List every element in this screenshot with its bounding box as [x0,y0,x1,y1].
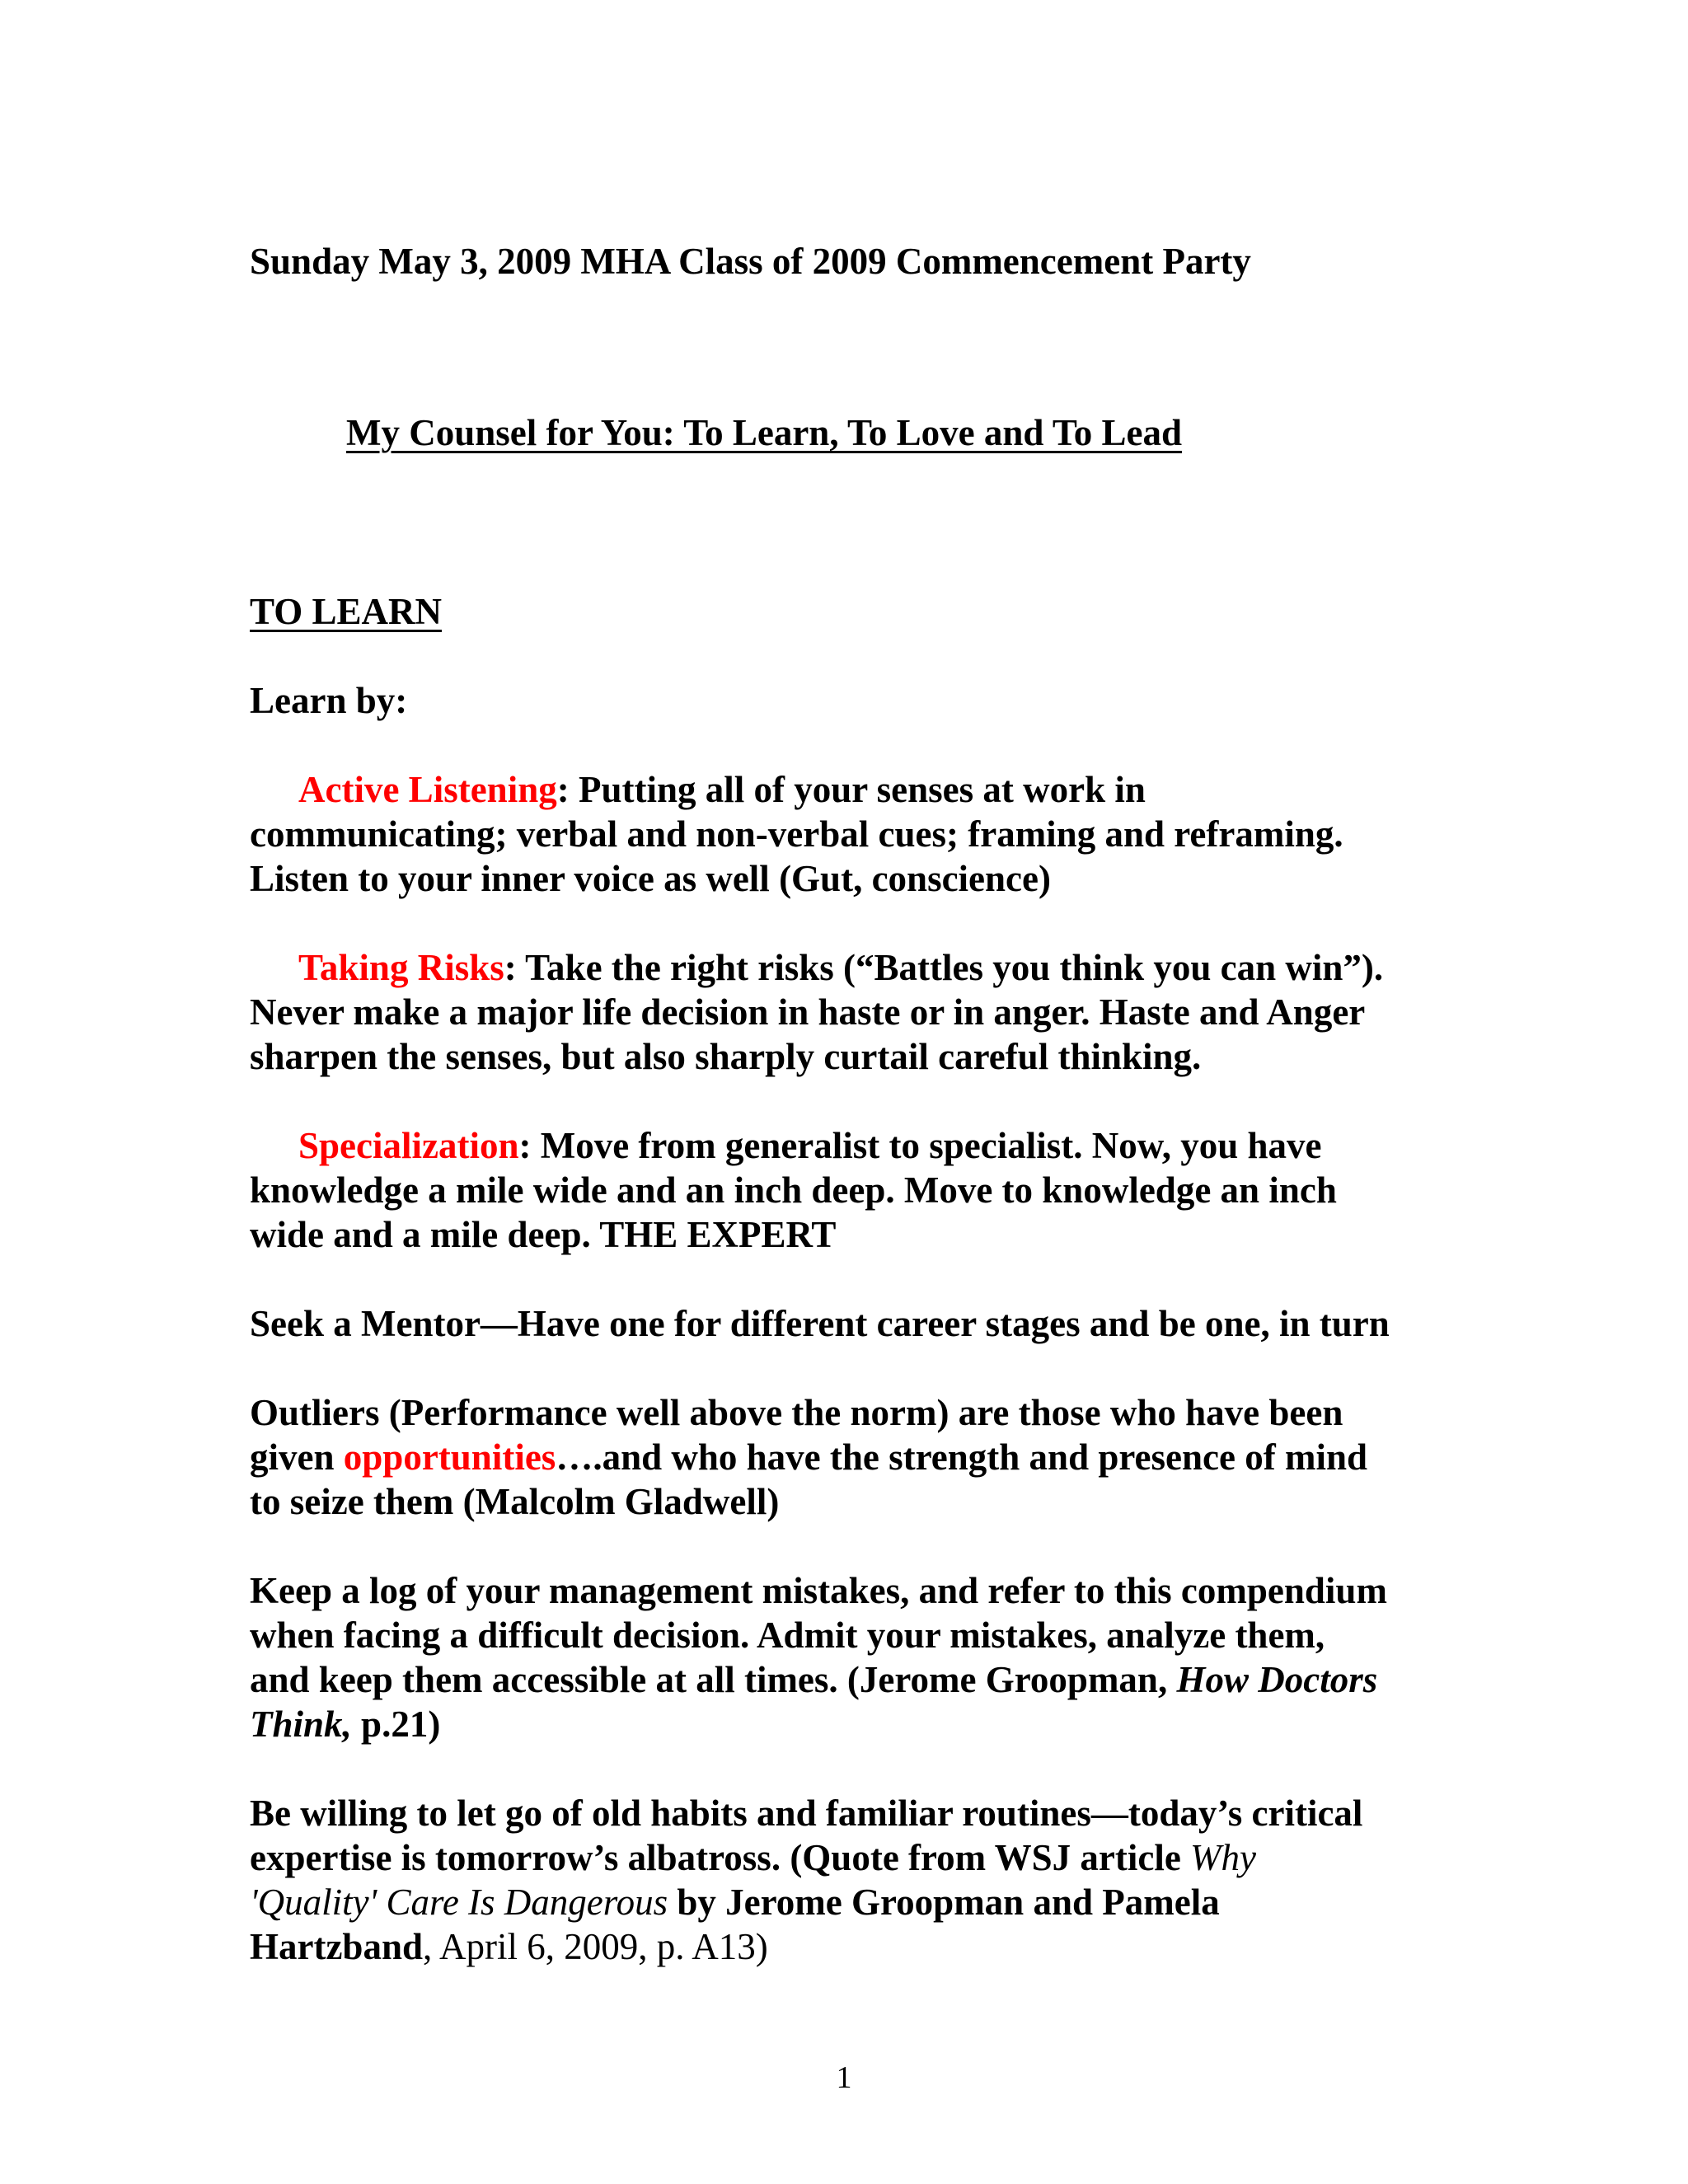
opportunities-term: opportunities [343,1436,556,1478]
mistakes-line-1: Keep a log of your management mistakes, and refer to this compendium [250,1570,1387,1611]
specialization-line-1 [298,1127,1322,1165]
article-title-part-1: Why [1190,1837,1257,1878]
taking-risks-line-1 [298,949,1383,987]
active-listening-term: Active Listening [298,769,557,810]
author-surname: Hartzband [250,1926,424,1967]
taking-risks-term: Taking Risks [298,947,504,988]
intro-text: Learn by: [250,680,408,721]
mistakes-text: and keep them accessible at all times. (Jerome Groopman, [250,1659,1177,1700]
page-reference: p.21) [351,1704,441,1745]
taking-risks-line-3: sharpen the senses, but also sharply curtail careful thinking. [250,1036,1202,1077]
article-title-part-2: 'Quality' Care Is Dangerous [250,1882,668,1923]
mistakes-line-3 [250,1661,1377,1699]
habits-line-4 [250,1926,768,1967]
article-date: , April 6, 2009, p. A13) [423,1926,768,1967]
specialization-line-2: knowledge a mile wide and an inch deep. Move to knowledge an inch [250,1169,1337,1211]
section-heading: TO LEARN [250,591,442,632]
book-title-part-2: Think, [250,1704,352,1745]
active-listening-text: : Putting all of your senses at work in [556,769,1146,810]
outliers-line-1: Outliers (Performance well above the norm) are those who have been [250,1392,1343,1433]
mistakes-line-2: when facing a difficult decision. Admit your mistakes, analyze them, [250,1615,1325,1656]
taking-risks-text: : Take the right risks (“Battles you think you can win”). [504,947,1384,988]
outliers-text-post: ….and who have the strength and presence of mind [556,1436,1367,1478]
mentor-line: Seek a Mentor—Have one for different career stages and be one, in turn [250,1303,1390,1344]
habits-text: expertise is tomorrow’s albatross. (Quote from WSJ article [250,1837,1191,1878]
outliers-line-2 [250,1436,1367,1478]
specialization-line-3: wide and a mile deep. THE EXPERT [250,1214,837,1255]
specialization-text: : Move from generalist to specialist. Now, you have [518,1125,1322,1166]
specialization-term: Specialization [298,1125,519,1166]
outliers-text-pre: given [250,1436,344,1478]
habits-line-1: Be willing to let go of old habits and familiar routines—today’s critical [250,1793,1363,1834]
habits-line-2 [250,1837,1257,1878]
active-listening-line-2: communicating; verbal and non-verbal cues; framing and reframing. [250,813,1343,855]
mistakes-line-4 [250,1706,440,1743]
active-listening-line-1 [298,771,1146,808]
habits-line-3 [250,1884,1220,1921]
document-title: My Counsel for You: To Learn, To Love and To Lead [346,412,1183,453]
active-listening-line-3: Listen to your inner voice as well (Gut, conscience) [250,858,1051,899]
header-line: Sunday May 3, 2009 MHA Class of 2009 Commencement Party [250,241,1251,282]
taking-risks-line-2: Never make a major life decision in haste or in anger. Haste and Anger [250,991,1366,1033]
page-number: 1 [836,2060,852,2095]
book-title-part-1: How Doctors [1176,1659,1378,1700]
article-authors: by Jerome Groopman and Pamela [668,1882,1220,1923]
outliers-line-3: to seize them (Malcolm Gladwell) [250,1481,780,1522]
